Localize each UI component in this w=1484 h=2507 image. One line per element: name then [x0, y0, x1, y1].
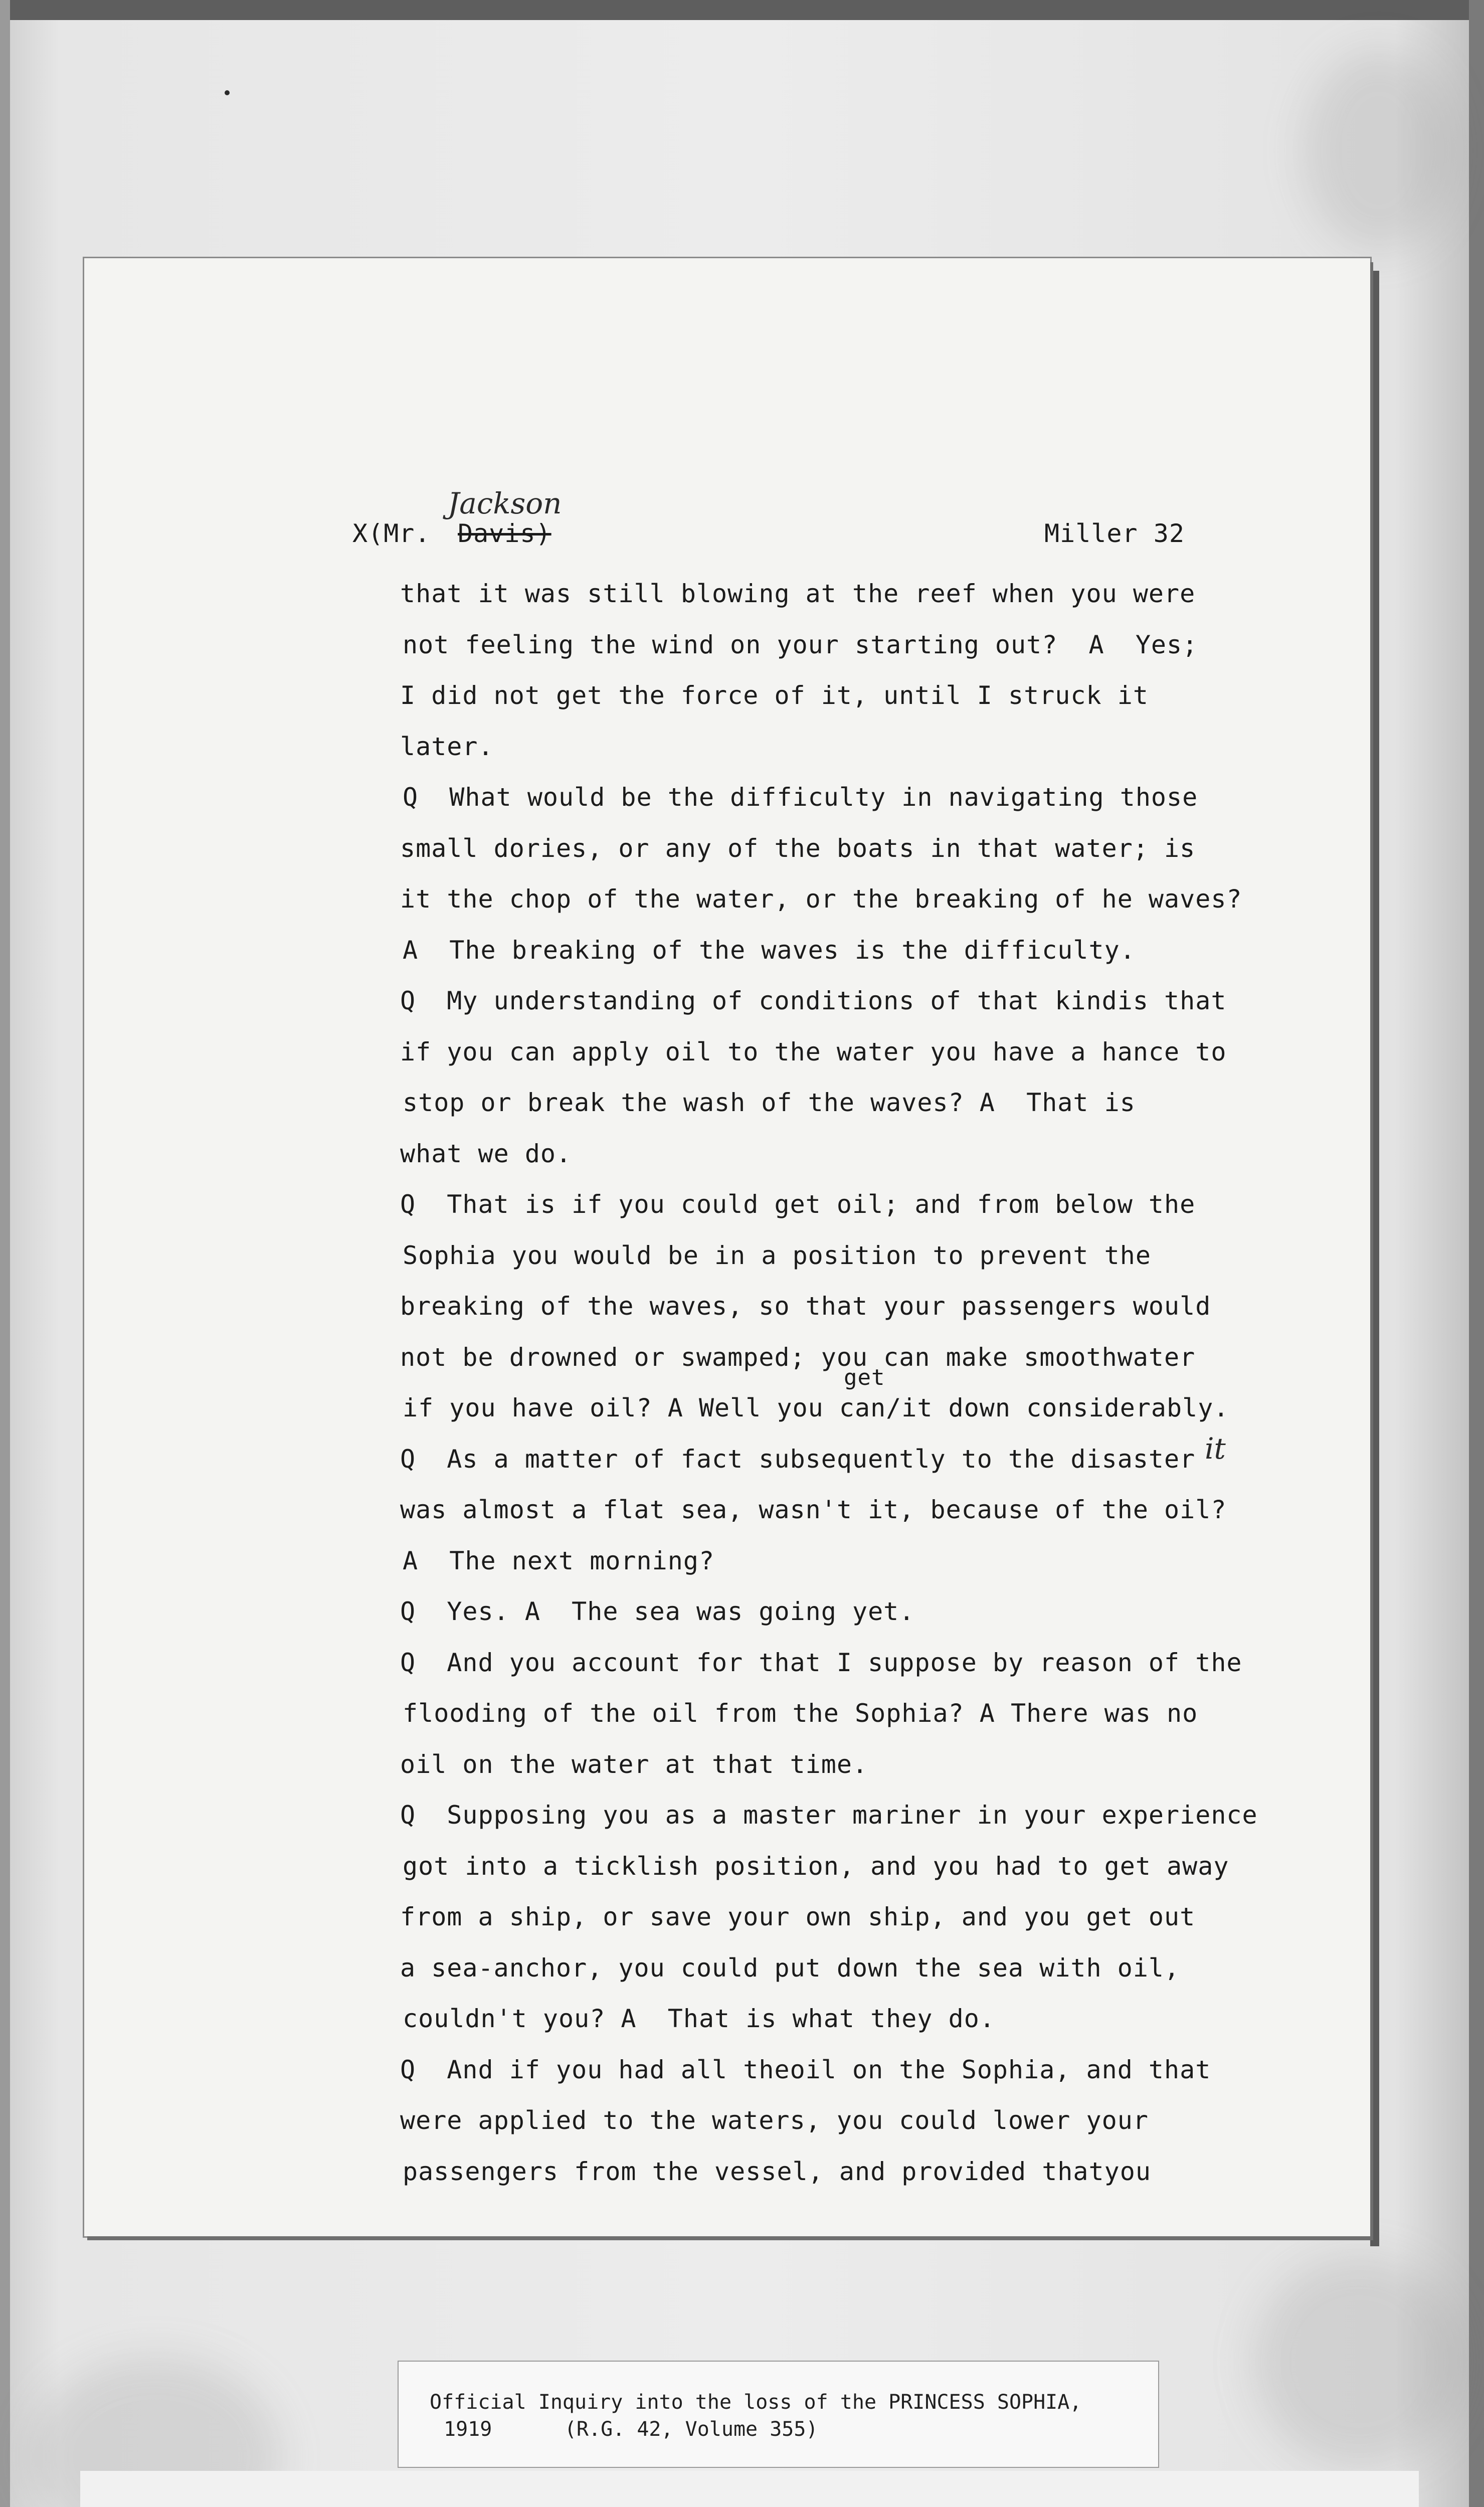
- transcript-line: I did not get the force of it, until I struck it: [400, 681, 1149, 710]
- transcript-line: that it was still blowing at the reef when you were: [400, 579, 1196, 608]
- film-top-edge: [0, 0, 1484, 20]
- page-reference: Miller 32: [1044, 519, 1185, 548]
- transcript-line: Q And you account for that I suppose by reason of the: [400, 1648, 1242, 1677]
- transcript-line: Q My understanding of conditions of that kindis that: [400, 986, 1227, 1015]
- transcript-line: couldn't you? A That is what they do.: [403, 2004, 995, 2033]
- struck-name: Davis): [458, 519, 551, 548]
- transcript-line: A The breaking of the waves is the difficulty.: [403, 936, 1136, 965]
- caption-line-1: Official Inquiry into the loss of the PRINCESS SOPHIA,: [430, 2391, 1082, 2414]
- examiner-prefix: X(Mr.: [352, 519, 431, 548]
- transcript-line: Q What would be the difficulty in navigating those: [403, 783, 1198, 812]
- transcript-line: not be drowned or swamped; you can make smoothwater: [400, 1343, 1196, 1372]
- transcript-line: Q Yes. A The sea was going yet.: [400, 1597, 915, 1626]
- transcript-line: Q As a matter of fact subsequently to the disaster: [400, 1445, 1196, 1474]
- handwritten-correction: Jackson: [448, 486, 562, 520]
- transcript-line: it the chop of the water, or the breaking of he waves?: [400, 884, 1242, 914]
- transcript-line: oil on the water at that time.: [400, 1750, 868, 1779]
- transcript-line: got into a ticklish position, and you had to get away: [403, 1852, 1229, 1881]
- transcript-line: Q And if you had all theoil on the Sophia, and that: [400, 2055, 1211, 2084]
- transcript-line: passengers from the vessel, and provided thatyou: [403, 2157, 1151, 2186]
- transcript-line: if you have oil? A Well you can/it down considerably.: [403, 1393, 1229, 1422]
- transcript-line: Q That is if you could get oil; and from below the: [400, 1190, 1196, 1219]
- inserted-word-get: get: [844, 1365, 885, 1390]
- transcript-line: if you can apply oil to the water you have a hance to: [400, 1037, 1227, 1066]
- smudge: [1253, 2256, 1464, 2467]
- handwritten-insert-it: it: [1205, 1431, 1226, 1466]
- transcript-line: was almost a flat sea, wasn't it, because of the oil?: [400, 1495, 1227, 1524]
- transcript-line: breaking of the waves, so that your passengers would: [400, 1292, 1211, 1321]
- archive-stamp: [80, 2471, 1419, 2507]
- typed-page: [84, 258, 1370, 2236]
- transcript-line: small dories, or any of the boats in that water; is: [400, 834, 1196, 863]
- transcript-line: Q Supposing you as a master mariner in your experience: [400, 1801, 1258, 1830]
- transcript-line: later.: [400, 732, 494, 761]
- transcript-line: were applied to the waters, you could lower your: [400, 2106, 1149, 2135]
- archive-caption-label: [399, 2362, 1158, 2467]
- transcript-line: a sea-anchor, you could put down the sea with oil,: [400, 1953, 1180, 1983]
- transcript-line: from a ship, or save your own ship, and you get out: [400, 1902, 1196, 1931]
- transcript-line: not feeling the wind on your starting out? A Yes;: [403, 630, 1198, 659]
- sheet-shadow-edge: [1370, 271, 1379, 2246]
- transcript-line: stop or break the wash of the waves? A That is: [403, 1088, 1136, 1117]
- transcript-line: flooding of the oil from the Sophia? A There was no: [403, 1699, 1198, 1728]
- caption-line-2: 1919 (R.G. 42, Volume 355): [444, 2418, 818, 2441]
- transcript-line: what we do.: [400, 1139, 572, 1168]
- transcript-line: A The next morning?: [403, 1546, 715, 1575]
- film-left-edge: [0, 0, 10, 2507]
- smudge: [1304, 50, 1454, 251]
- film-right-edge: [1469, 0, 1484, 2507]
- transcript-line: Sophia you would be in a position to prevent the: [403, 1241, 1151, 1270]
- film-speck: [225, 90, 230, 95]
